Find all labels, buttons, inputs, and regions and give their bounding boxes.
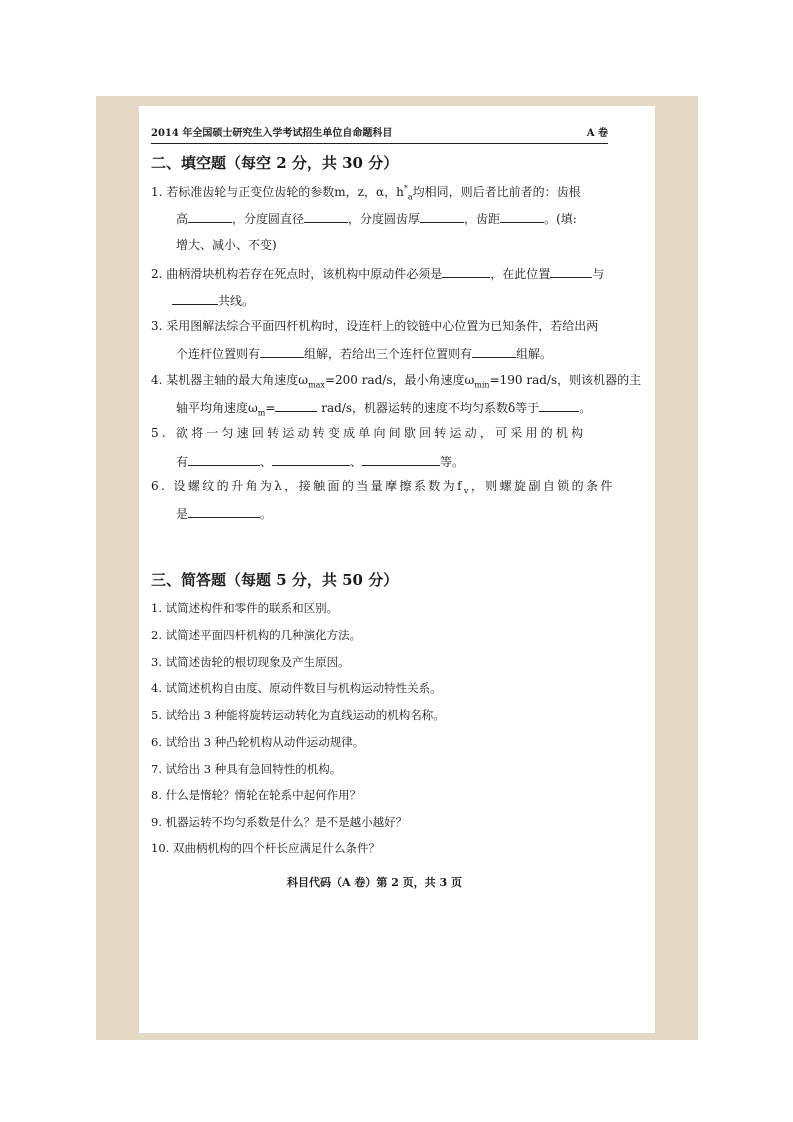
q4-line2: 轴平均角速度$\omega_m= rad/s$，机器运转的速度不均匀系数δ等于 。 — [176, 401, 592, 418]
short-answer-item: 3. 试简述齿轮的根切现象及产生原因。 — [151, 655, 350, 669]
page-header — [151, 124, 608, 144]
q2-line1: 2. 曲柄滑块机构若存在死点时，该机构中原动件必须是 ，在此位置 与 — [151, 267, 605, 281]
q1-line3: 增大、减小、不变) — [176, 238, 277, 252]
short-answer-item: 10. 双曲柄机构的四个杆长应满足什么条件？ — [151, 841, 380, 855]
exam-title: 2014 年全国硕士研究生入学考试招生单位自命题科目 — [151, 128, 393, 139]
short-answer-item: 7. 试给出 3 种具有急回特性的机构。 — [151, 762, 342, 776]
paper-version: A 卷 — [586, 128, 608, 139]
q4-line1: 4. 某机器主轴的最大角速度$\omega_{max}=200$ rad/s，最小角速度$\omega_{min}=190$ rad/s，则该机器的主 — [151, 373, 642, 390]
q2-line2: 共线。 — [172, 293, 254, 308]
q3-line1: 3. 采用图解法综合平面四杆机构时，设连杆上的铰链中心位置为已知条件，若给出两 — [151, 319, 599, 333]
q1-line2: 高 ，分度圆直径 ，分度圆齿厚 ，齿距 。(填: — [176, 212, 577, 226]
short-answer-item: 5. 试给出 3 种能将旋转运动转化为直线运动的机构名称。 — [151, 708, 445, 722]
short-answer-item: 1. 试简述构件和零件的联系和区别。 — [151, 601, 339, 615]
q5-line1: 5. 欲将一匀速回转运动转变成单向间歇回转运动，可采用的机构 — [151, 426, 587, 440]
q6-line1: 6. 设螺纹的升角为λ，接触面的当量摩擦系数为$f_v$，则螺旋副自锁的条件 — [151, 479, 615, 496]
section-short-answer-title: 三、简答题（每题 5 分，共 50 分） — [151, 571, 399, 589]
short-answer-item: 6. 试给出 3 种凸轮机构从动件运动规律。 — [151, 735, 365, 749]
q6-line2: 是 。 — [176, 507, 273, 521]
q1-line1: 1. 若标准齿轮与正变位齿轮的参数m，z，α，$h^*_a$均相同，则后者比前者的：齿根 — [151, 184, 581, 202]
q3-line2: 个连杆位置则有 组解，若给出三个连杆位置则有 组解。 — [176, 347, 553, 361]
short-answer-item: 2. 试简述平面四杆机构的几种演化方法。 — [151, 628, 362, 642]
page-footer: 科目代码（A 卷）第 2 页，共 3 页 — [287, 876, 462, 889]
short-answer-item: 9. 机器运转不均匀系数是什么？是不是越小越好？ — [151, 815, 408, 829]
short-answer-item: 8. 什么是惰轮？惰轮在轮系中起何作用？ — [151, 788, 362, 802]
q5-line2: 有 、 、 等。 — [176, 455, 465, 469]
short-answer-item: 4. 试简述机构自由度、原动件数目与机构运动特性关系。 — [151, 681, 442, 695]
section-fill-in-title: 二、填空题（每空 2 分，共 30 分） — [151, 154, 399, 172]
